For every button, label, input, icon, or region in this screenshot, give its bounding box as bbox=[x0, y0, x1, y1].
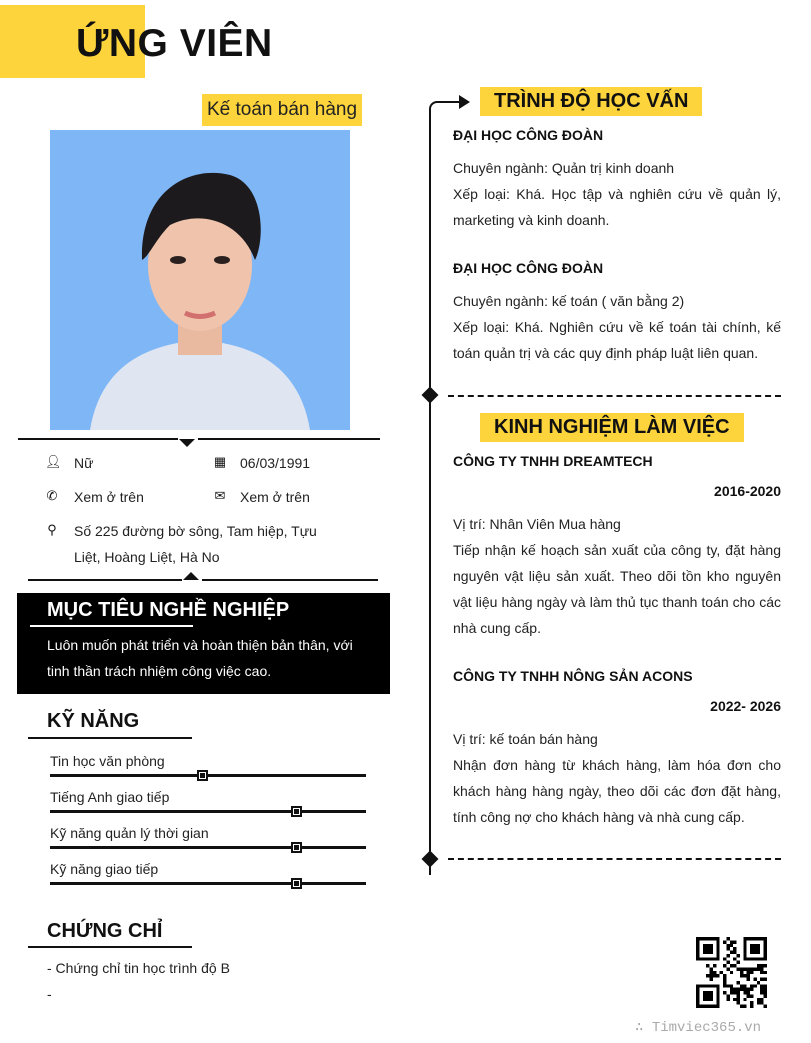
skill-bar bbox=[50, 810, 366, 813]
company-name: CÔNG TY TNHH DREAMTECH bbox=[453, 453, 653, 469]
description-line: khách hàng hàng ngày, theo dõi các đơn đặt hàng, bbox=[453, 783, 781, 799]
experience-detail bbox=[453, 726, 781, 830]
education-detail bbox=[453, 288, 781, 366]
education-detail bbox=[453, 155, 781, 233]
candidate-name: ỨNG VIÊN bbox=[76, 22, 273, 65]
phone-icon: ✆ bbox=[46, 488, 58, 503]
description-line: Nhận đơn hàng từ khách hàng, làm hóa đơn cho bbox=[453, 757, 781, 773]
profile-photo bbox=[50, 130, 350, 430]
skill-label: Tin học văn phòng bbox=[50, 753, 165, 769]
skill-bar bbox=[50, 846, 366, 849]
triangle-up-icon bbox=[183, 572, 199, 580]
certificate-item: - Chứng chỉ tin học trình độ B bbox=[47, 960, 230, 976]
dashed-divider bbox=[448, 858, 781, 860]
location-icon: ⚲ bbox=[47, 522, 57, 537]
detail-line: Xếp loại: Khá. Nghiên cứu về kế toán tài chính, kế bbox=[453, 319, 781, 335]
gender: Nữ bbox=[74, 455, 94, 471]
career-objective bbox=[17, 593, 390, 694]
description-line: Tiếp nhận kế hoạch sản xuất của công ty, đặt hàng bbox=[453, 542, 781, 558]
certificates-title: CHỨNG CHỈ bbox=[47, 920, 163, 942]
job-title: Kế toán bán hàng bbox=[202, 94, 362, 126]
arrow-right-icon bbox=[459, 95, 470, 109]
skill-label: Kỹ năng quản lý thời gian bbox=[50, 825, 209, 841]
timeline-node bbox=[422, 851, 439, 868]
divider bbox=[198, 438, 380, 440]
divider bbox=[18, 438, 178, 440]
underline bbox=[28, 946, 192, 948]
skill-level-knob bbox=[291, 878, 302, 889]
address-line1: Số 225 đường bờ sông, Tam hiệp, Tựu bbox=[74, 523, 317, 539]
user-icon: 👤︎ bbox=[45, 454, 62, 469]
skill-level-knob bbox=[291, 806, 302, 817]
address-line2: Liệt, Hoàng Liệt, Hà No bbox=[74, 549, 220, 565]
divider bbox=[202, 579, 378, 581]
role: Vị trí: kế toán bán hàng bbox=[453, 731, 598, 747]
dashed-divider bbox=[448, 395, 781, 397]
phone: Xem ở trên bbox=[74, 489, 144, 505]
description-line: tính công nợ cho khách hàng và nhà cung cấp. bbox=[453, 809, 745, 825]
school-name: ĐẠI HỌC CÔNG ĐOÀN bbox=[453, 260, 604, 276]
timeline-arrow bbox=[429, 101, 461, 113]
watermark: ∴ Timviec365.vn bbox=[635, 1020, 762, 1036]
description-line: nguyên vật liệu sản xuất. Theo dõi tồn kho nguyên bbox=[453, 568, 781, 584]
timeline-line bbox=[429, 110, 431, 875]
objective-line2: tinh thần trách nhiệm công việc cao. bbox=[47, 663, 272, 679]
experience-detail bbox=[453, 511, 781, 641]
major: Chuyên ngành: kế toán ( văn bằng 2) bbox=[453, 293, 685, 309]
email-icon: ✉ bbox=[214, 488, 226, 503]
skill-level-knob bbox=[291, 842, 302, 853]
skill-bar bbox=[50, 882, 366, 885]
role: Vị trí: Nhân Viên Mua hàng bbox=[453, 516, 621, 532]
underline bbox=[28, 737, 192, 739]
description-line: nhà cung cấp. bbox=[453, 620, 541, 636]
objective-line1: Luôn muốn phát triển và hoàn thiện bản thân, với bbox=[47, 637, 353, 653]
major: Chuyên ngành: Quản trị kinh doanh bbox=[453, 160, 675, 176]
detail-line: toán quản trị và các quy định pháp luật liên quan. bbox=[453, 345, 759, 361]
detail-line: Xếp loại: Khá. Học tập và nghiên cứu về quản lý, bbox=[453, 186, 781, 202]
objective-title: MỤC TIÊU NGHỀ NGHIỆP bbox=[47, 599, 290, 621]
skill-bar bbox=[50, 774, 366, 777]
detail-line: marketing và kinh doanh. bbox=[453, 212, 610, 228]
divider bbox=[28, 579, 182, 581]
triangle-down-icon bbox=[179, 439, 195, 447]
skill-level-knob bbox=[197, 770, 208, 781]
work-period: 2022- 2026 bbox=[710, 698, 781, 714]
birthday: 06/03/1991 bbox=[240, 455, 311, 471]
certificate-item: - bbox=[47, 986, 52, 1002]
skill-label: Tiếng Anh giao tiếp bbox=[50, 789, 170, 805]
skills-title: KỸ NĂNG bbox=[47, 710, 140, 732]
underline bbox=[30, 625, 193, 627]
company-name: CÔNG TY TNHH NÔNG SẢN ACONS bbox=[453, 668, 693, 684]
skill-label: Kỹ năng giao tiếp bbox=[50, 861, 159, 877]
email: Xem ở trên bbox=[240, 489, 310, 505]
education-title: TRÌNH ĐỘ HỌC VẤN bbox=[480, 87, 702, 116]
school-name: ĐẠI HỌC CÔNG ĐOÀN bbox=[453, 127, 604, 143]
calendar-icon: ▦ bbox=[213, 454, 227, 469]
experience-title: KINH NGHIỆM LÀM VIỆC bbox=[480, 413, 744, 442]
work-period: 2016-2020 bbox=[714, 483, 781, 499]
qr-code bbox=[696, 937, 767, 1008]
timeline-node bbox=[422, 387, 439, 404]
description-line: vật liệu hàng ngày và làm thủ tục thanh toán cho các bbox=[453, 594, 781, 610]
